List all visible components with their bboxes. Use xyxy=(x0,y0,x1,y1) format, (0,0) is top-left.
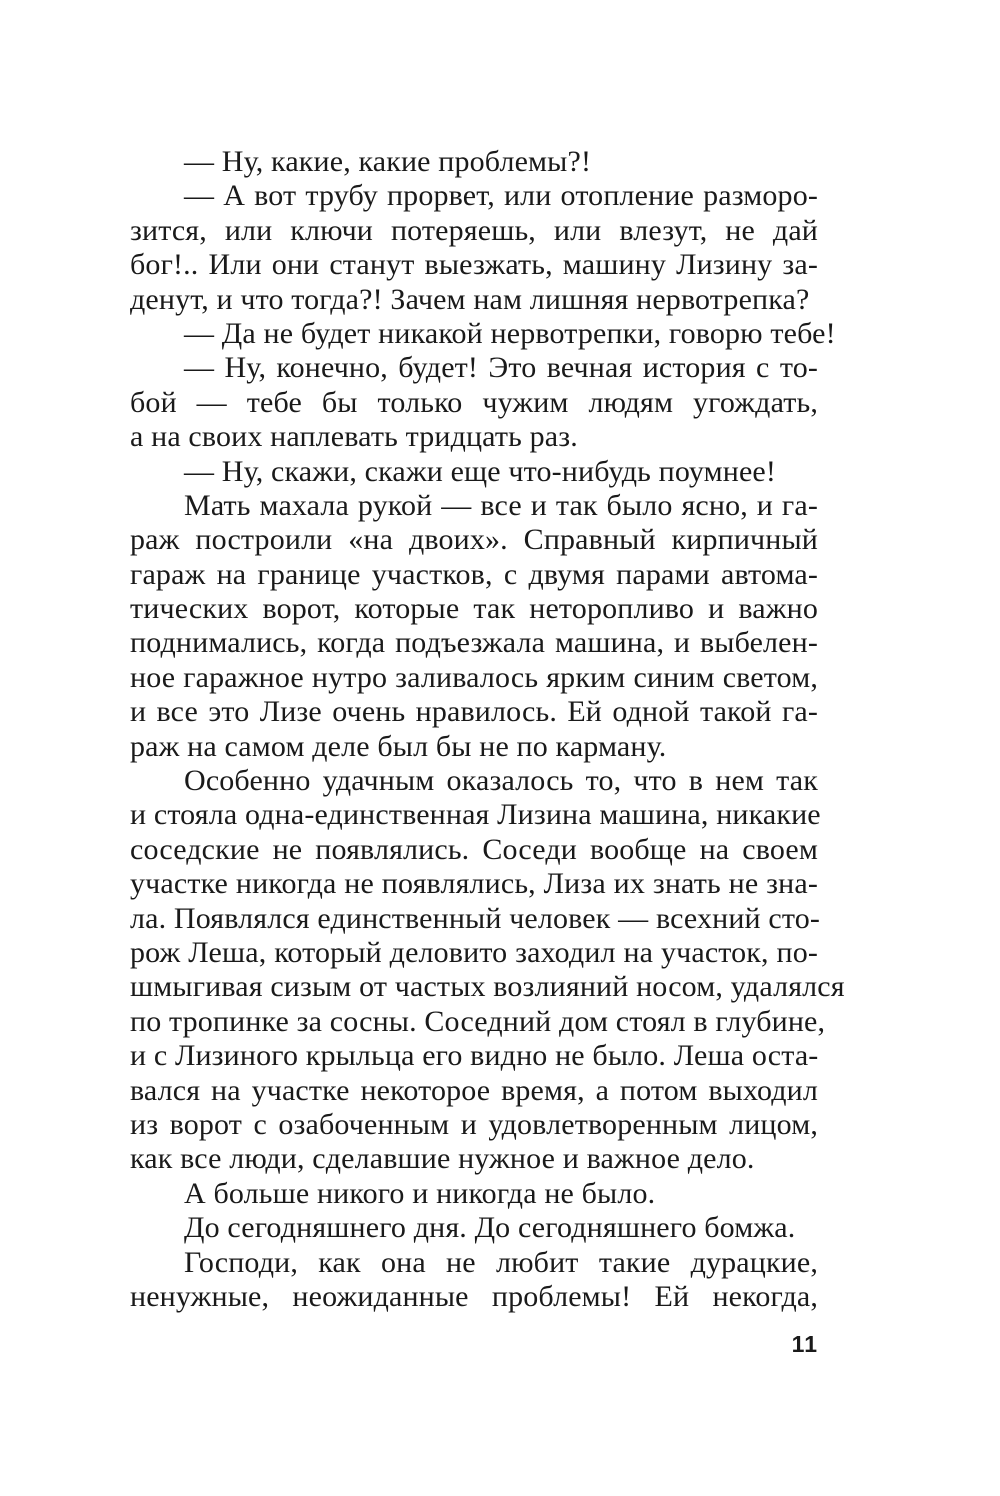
text-line: бой — тебе бы только чужим людям угождать, xyxy=(130,385,818,419)
text-line: из ворот с озабоченным и удовлетворенным лицом, xyxy=(130,1107,818,1141)
text-line: До сегодняшнего дня. До сегодняшнего бомжа. xyxy=(184,1211,796,1245)
paragraph xyxy=(130,351,818,454)
paragraph xyxy=(130,316,836,351)
text-line: раж на самом деле был бы не по карману. xyxy=(130,729,667,763)
paragraph xyxy=(130,179,818,317)
text-line: тических ворот, которые так неторопливо и важно xyxy=(130,592,818,626)
paragraph xyxy=(130,764,845,1177)
text-line: А больше никого и никогда не было. xyxy=(184,1176,656,1210)
paragraph xyxy=(130,1246,818,1315)
text-line: бог!.. Или они станут выезжать, машину Лизину за- xyxy=(130,248,818,282)
text-line: по тропинке за сосны. Соседний дом стоял в глубине, xyxy=(130,1004,826,1038)
text-line: — Ну, скажи, скажи еще что-нибудь поумнее! xyxy=(184,454,777,488)
text-line: — Ну, конечно, будет! Это вечная история с то- xyxy=(184,351,818,385)
text-line: Господи, как она не любит такие дурацкие, xyxy=(184,1245,818,1279)
text-line: зится, или ключи потеряешь, или влезут, не дай xyxy=(130,213,818,247)
text-line: — Ну, какие, какие проблемы?! xyxy=(184,145,592,178)
text-line: Особенно удачным оказалось то, что в нем так xyxy=(184,764,818,798)
text-line: как все люди, сделавшие нужное и важное дело. xyxy=(130,1142,755,1176)
text-line: ненужные, неожиданные проблемы! Ей некогда, xyxy=(130,1279,818,1313)
text-line: соседские не появлялись. Соседи вообще на своем xyxy=(130,832,818,866)
text-line: а на своих наплевать тридцать раз. xyxy=(130,420,578,454)
text-line: и все это Лизе очень нравилось. Ей одной такой га- xyxy=(130,695,818,729)
paragraph xyxy=(130,455,818,489)
paragraph xyxy=(130,1177,818,1211)
paragraph xyxy=(130,1211,818,1245)
body-text xyxy=(130,145,845,1314)
text-line: — Да не будет никакой нервотрепки, говорю тебе! xyxy=(184,316,836,350)
page-number: 11 xyxy=(791,1331,818,1357)
text-line: рож Леша, который деловито заходил на участок, по- xyxy=(130,935,818,969)
text-line: вался на участке некоторое время, а потом выходил xyxy=(130,1073,818,1107)
paragraph xyxy=(130,489,818,764)
text-line: денут, и что тогда?! Зачем нам лишняя нервотрепка? xyxy=(130,282,810,316)
text-line: и стояла одна-единственная Лизина машина, никакие xyxy=(130,798,821,832)
text-line: поднимались, когда подъезжала машина, и выбелен- xyxy=(130,626,818,660)
text-line: раж построили «на двоих». Справный кирпичный xyxy=(130,523,818,557)
text-line: ное гаражное нутро заливалось ярким синим светом, xyxy=(130,660,818,694)
text-line: Мать махала рукой — все и так было ясно, и га- xyxy=(184,488,818,522)
text-line: гараж на границе участков, с двумя парами автома- xyxy=(130,557,818,591)
text-line: — А вот трубу прорвет, или отопление разморо- xyxy=(184,179,818,213)
text-line: ла. Появлялся единственный человек — всехний сто- xyxy=(130,901,821,935)
text-line: участке никогда не появлялись, Лиза их знать не зна- xyxy=(130,867,818,901)
text-line: шмыгивая сизым от частых возлияний носом, удалялся xyxy=(130,970,845,1004)
text-line: и с Лизиного крыльца его видно не было. Леша оста- xyxy=(130,1039,819,1073)
paragraph xyxy=(130,145,818,179)
